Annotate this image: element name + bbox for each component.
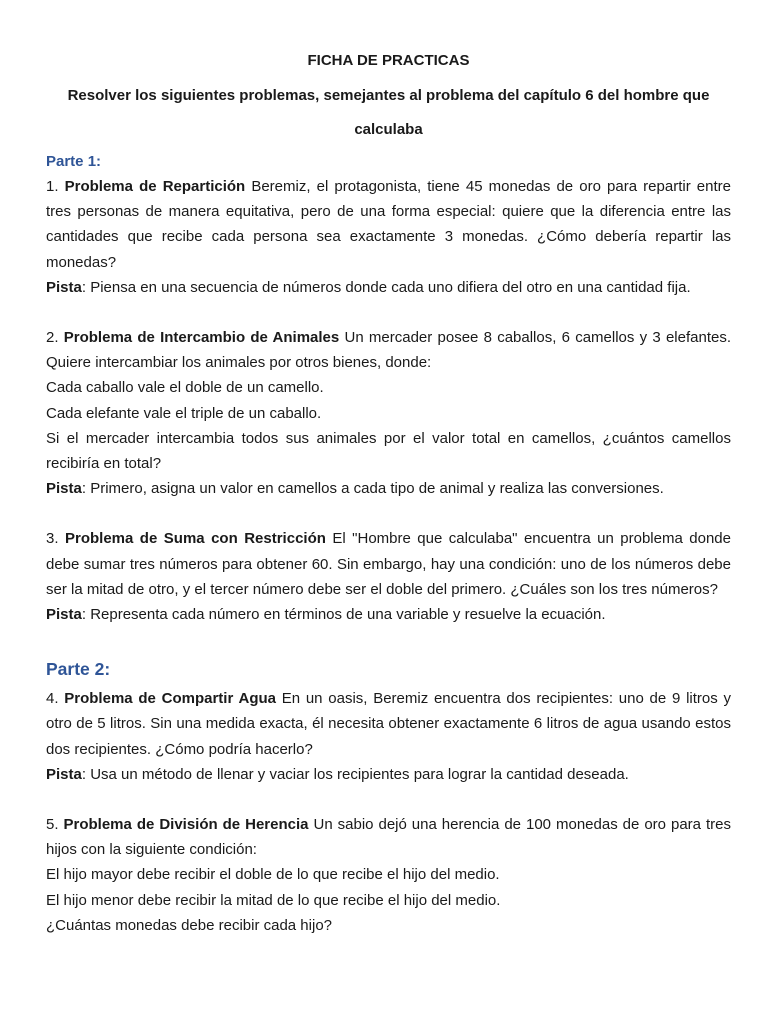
hint-label: Pista — [46, 480, 82, 498]
problem-name: Problema de División de Herencia — [63, 816, 309, 834]
problem-statement — [46, 812, 731, 862]
problem-1 — [46, 174, 731, 300]
problem-text: Un sabio dejó una herencia de 100 monedas de oro para tres hijos con la siguiente condición: — [46, 816, 731, 859]
problem-hint — [46, 275, 731, 300]
problem-number: 2. — [46, 329, 59, 347]
problem-question: Si el mercader intercambia todos sus animales por el valor total en camellos, ¿cuántos camellos recibiría en total? — [46, 429, 731, 473]
section-heading-parte-1: Parte 1: — [46, 153, 102, 170]
hint-text: : Primero, asigna un valor en camellos a cada tipo de animal y realiza las conversiones. — [81, 480, 664, 498]
problem-statement — [46, 526, 731, 602]
hint-label: Pista — [46, 606, 82, 624]
problem-hint — [46, 476, 731, 501]
problem-text: Beremiz, el protagonista, tiene 45 monedas de oro para repartir entre tres personas de manera equitativa, pero de una forma especial: quiere que la diferencia entre las cantidades que recibe cada persona sea exactamente 3 monedas. ¿Cómo debería repartir las monedas? — [46, 178, 731, 271]
section-heading-parte-2: Parte 2: — [46, 659, 111, 680]
problem-4 — [46, 686, 731, 787]
problem-text: Un mercader posee 8 caballos, 6 camellos y 3 elefantes. Quiere intercambiar los animales por otros bienes, donde: — [46, 329, 732, 372]
hint-text: : Usa un método de llenar y vaciar los recipientes para lograr la cantidad deseada. — [81, 765, 629, 783]
problem-name: Problema de Suma con Restricción — [64, 530, 326, 548]
problem-statement — [46, 686, 731, 762]
problem-number: 3. — [46, 530, 59, 548]
problem-number: 1. — [46, 178, 59, 195]
problem-statement — [46, 174, 731, 275]
problem-name: Problema de Compartir Agua — [64, 690, 276, 708]
problem-hint — [46, 762, 731, 787]
problem-name: Problema de Repartición — [64, 178, 246, 195]
document-subtitle: Resolver los siguientes problemas, semejantes al problema del capítulo 6 del hombre que calculaba — [67, 87, 710, 138]
document-title: FICHA DE PRACTICAS — [307, 52, 470, 69]
condition-line: Cada elefante vale el triple de un caballo. — [46, 404, 322, 422]
problem-text: En un oasis, Beremiz encuentra dos recipientes: uno de 9 litros y otro de 5 litros. Sin una medida exacta, él necesita obtener exactamente 6 litros de agua usando estos dos recipientes. ¿Cómo podría hacerlo? — [46, 690, 731, 758]
problem-number: 5. — [46, 816, 59, 834]
problem-text: El "Hombre que calculaba" encuentra un problema donde debe sumar tres números para obtener 60. Sin embargo, hay una condición: uno de los números debe ser la mitad de otro, y el tercer número debe ser el doble del primero. ¿Cuáles son los tres números? — [46, 530, 731, 598]
problem-name: Problema de Intercambio de Animales — [63, 329, 340, 347]
problem-5 — [46, 812, 731, 938]
problem-question: ¿Cuántas monedas debe recibir cada hijo? — [46, 916, 333, 934]
hint-text: : Representa cada número en términos de una variable y resuelve la ecuación. — [81, 606, 606, 624]
hint-text: : Piensa en una secuencia de números donde cada uno difiera del otro en una cantidad fija. — [81, 278, 691, 296]
condition-line: El hijo mayor debe recibir el doble de lo que recibe el hijo del medio. — [46, 866, 500, 884]
problem-3 — [46, 526, 731, 627]
problem-hint — [46, 602, 731, 627]
problem-number: 4. — [46, 690, 59, 708]
condition-line: Cada caballo vale el doble de un camello. — [46, 379, 324, 397]
problem-statement — [46, 325, 731, 375]
document-page — [46, 48, 731, 938]
hint-label: Pista — [46, 278, 82, 296]
problem-2 — [46, 325, 731, 501]
condition-line: El hijo menor debe recibir la mitad de lo que recibe el hijo del medio. — [46, 891, 501, 909]
hint-label: Pista — [46, 765, 82, 783]
